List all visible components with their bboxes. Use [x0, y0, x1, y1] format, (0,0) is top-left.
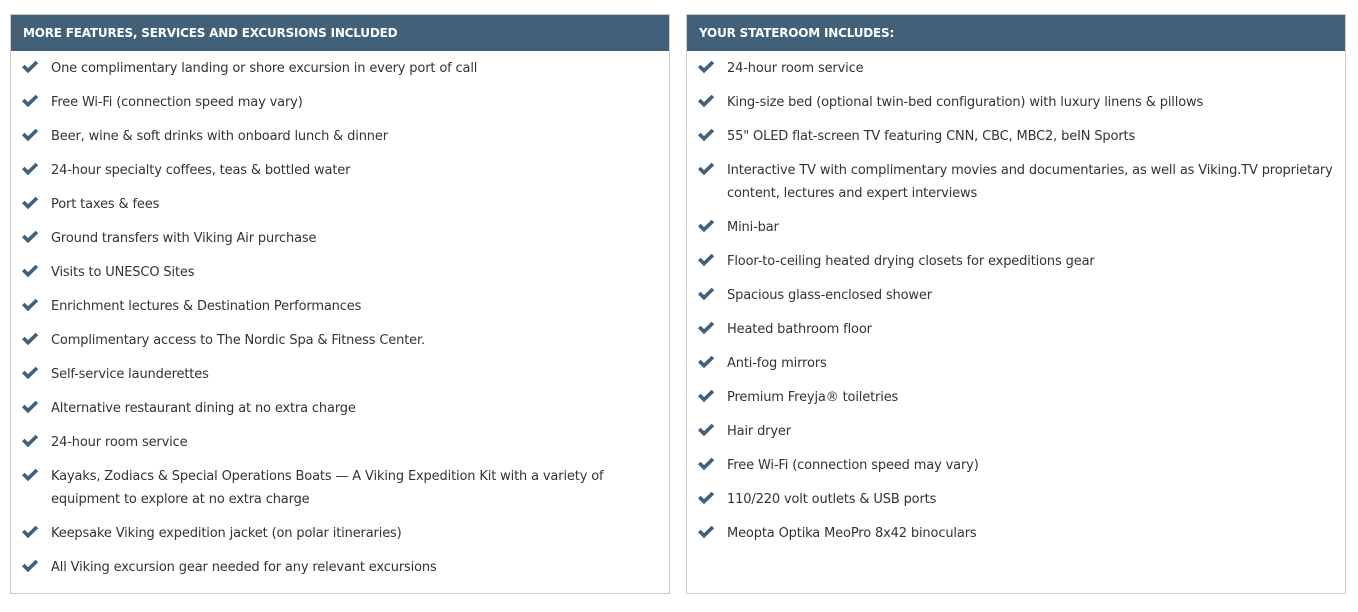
list-item: [11, 329, 669, 352]
list-item: [11, 91, 669, 114]
list-item-text: Floor-to-ceiling heated drying closets for expeditions gear: [727, 254, 1095, 269]
list-item: [11, 57, 669, 80]
check-icon: [697, 355, 715, 369]
check-icon: [21, 468, 39, 482]
list-item: [11, 522, 669, 545]
check-icon: [697, 287, 715, 301]
list-item: [11, 295, 669, 318]
list-item: [687, 125, 1345, 148]
list-item: [11, 261, 669, 284]
list-item: [11, 159, 669, 182]
check-icon: [697, 219, 715, 233]
check-icon: [697, 60, 715, 74]
check-icon: [697, 389, 715, 403]
check-icon: [21, 94, 39, 108]
list-item-text: 24-hour room service: [51, 435, 188, 450]
list-item: [11, 431, 669, 454]
list-item-text: Ground transfers with Viking Air purchase: [51, 231, 317, 246]
panel-title: YOUR STATEROOM INCLUDES:: [687, 15, 1345, 51]
check-icon: [21, 525, 39, 539]
list-item: [11, 465, 669, 511]
list-item-text: Meopta Optika MeoPro 8x42 binoculars: [727, 526, 977, 541]
list-item: [687, 57, 1345, 80]
list-item: [687, 91, 1345, 114]
list-item: [11, 363, 669, 386]
check-icon: [697, 321, 715, 335]
check-icon: [697, 253, 715, 267]
list-item-text: 24-hour specialty coffees, teas & bottled water: [51, 163, 351, 178]
list-item-text: Visits to UNESCO Sites: [51, 265, 195, 280]
list-item: [687, 352, 1345, 375]
list-item-text: Heated bathroom floor: [727, 322, 872, 337]
list-item-text: 55" OLED flat-screen TV featuring CNN, CBC, MBC2, beIN Sports: [727, 129, 1136, 144]
list-item: [687, 216, 1345, 239]
list-item: [687, 522, 1345, 545]
list-item: [687, 386, 1345, 409]
list-item-text: Keepsake Viking expedition jacket (on polar itineraries): [51, 526, 402, 541]
check-icon: [697, 423, 715, 437]
list-item-text: All Viking excursion gear needed for any relevant excursions: [51, 560, 437, 575]
check-icon: [21, 400, 39, 414]
list-item: [11, 227, 669, 250]
list-item-text: 24-hour room service: [727, 61, 864, 76]
list-item: [687, 454, 1345, 477]
list-item: [11, 125, 669, 148]
list-item-text: Hair dryer: [727, 424, 791, 439]
list-item: [687, 488, 1345, 511]
list-item-text: Free Wi-Fi (connection speed may vary): [51, 95, 303, 110]
list-item-text: Kayaks, Zodiacs & Special Operations Boats — A Viking Expedition Kit with a variety of equipment to explore at no extra charge: [51, 469, 604, 507]
check-icon: [21, 196, 39, 210]
check-icon: [21, 332, 39, 346]
list-item: [687, 159, 1345, 205]
check-icon: [21, 298, 39, 312]
check-icon: [21, 60, 39, 74]
list-item-text: Complimentary access to The Nordic Spa & Fitness Center.: [51, 333, 425, 348]
check-icon: [697, 525, 715, 539]
check-icon: [21, 434, 39, 448]
list-item: [11, 397, 669, 420]
list-item-text: Free Wi-Fi (connection speed may vary): [727, 458, 979, 473]
list-item-text: One complimentary landing or shore excursion in every port of call: [51, 61, 478, 76]
list-item-text: Spacious glass-enclosed shower: [727, 288, 932, 303]
list-item: [687, 284, 1345, 307]
list-item-text: Self-service launderettes: [51, 367, 209, 382]
list-item-text: Interactive TV with complimentary movies and documentaries, as well as Viking.TV proprietary content, lectures and expert interviews: [727, 163, 1333, 201]
panel-title: MORE FEATURES, SERVICES AND EXCURSIONS INCLUDED: [11, 15, 669, 51]
check-icon: [21, 264, 39, 278]
list-item: [687, 250, 1345, 273]
list-item-text: Anti-fog mirrors: [727, 356, 827, 371]
check-icon: [697, 128, 715, 142]
stateroom-includes-panel: [686, 14, 1346, 594]
list-item-text: Premium Freyja® toiletries: [727, 390, 899, 405]
check-icon: [697, 491, 715, 505]
check-icon: [21, 230, 39, 244]
list-item-text: Port taxes & fees: [51, 197, 160, 212]
list-item: [11, 556, 669, 579]
list-item-text: 110/220 volt outlets & USB ports: [727, 492, 937, 507]
included-features-panel: [10, 14, 670, 594]
list-item: [687, 420, 1345, 443]
list-item-text: Enrichment lectures & Destination Performances: [51, 299, 362, 314]
check-icon: [21, 162, 39, 176]
check-icon: [697, 457, 715, 471]
list-item-text: Alternative restaurant dining at no extra charge: [51, 401, 356, 416]
check-icon: [697, 162, 715, 176]
check-icon: [21, 366, 39, 380]
list-item-text: Mini-bar: [727, 220, 779, 235]
list-item-text: King-size bed (optional twin-bed configuration) with luxury linens & pillows: [727, 95, 1204, 110]
list-item: [687, 318, 1345, 341]
feature-list: [687, 51, 1345, 545]
check-icon: [697, 94, 715, 108]
list-item-text: Beer, wine & soft drinks with onboard lunch & dinner: [51, 129, 388, 144]
feature-list: [11, 51, 669, 579]
check-icon: [21, 559, 39, 573]
list-item: [11, 193, 669, 216]
check-icon: [21, 128, 39, 142]
